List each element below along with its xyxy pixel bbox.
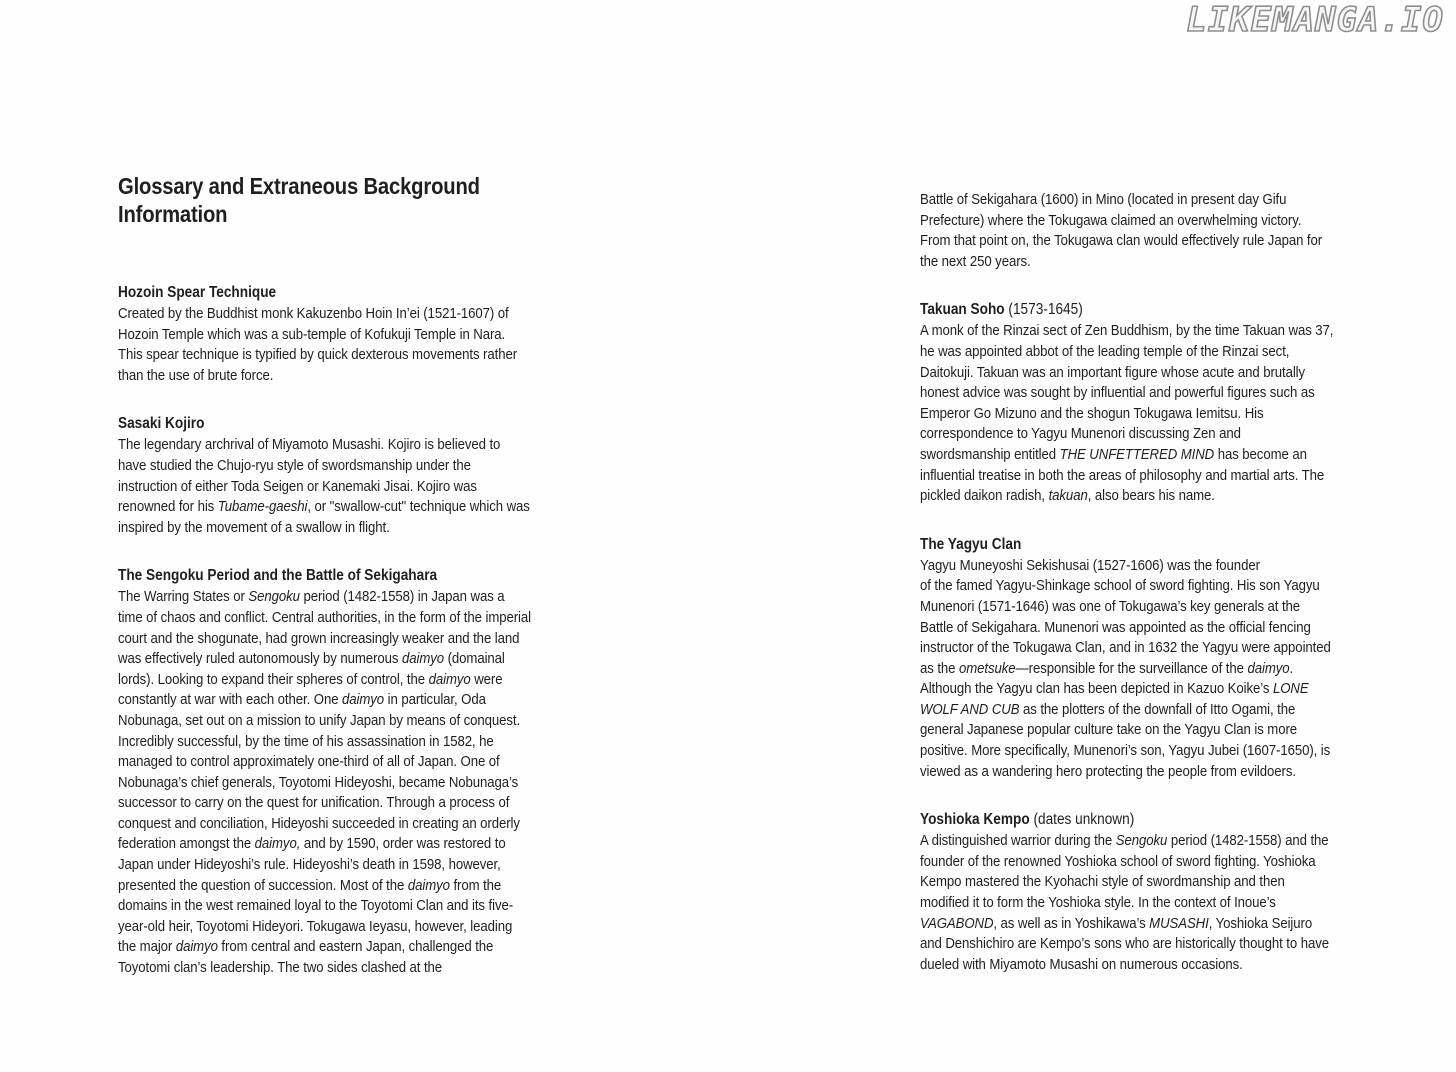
section-body: A monk of the Rinzai sect of Zen Buddhism, by the time Takuan was 37, he was appointed abbot of the leading temple of the Rinzai sect, Daitokuji. Takuan was an important figure whose acute and brutally honest advice was sought by influential and powerful figures such as Emperor Go Mizuno and the shogun Tokugawa Iemitsu. His correspondence to Yagyu Munenori discussing Zen and swordsmanship entitled THE UNFETTERED MIND has become an influential treatise in both the areas of philosophy and martial arts. The pickled daikon radish, takuan, also bears his name. [920,322,1334,505]
section-body: Battle of Sekigahara (1600) in Mino (located in present day Gifu Prefecture) where the Tokugawa claimed an overwhelming victory. From that point on, the Tokugawa clan would effectively rule Japan for the next 250 years. [920,191,1323,270]
section-hozoin-spear-technique [118,282,532,386]
section-sengoku-period [118,565,532,978]
section-heading: Yoshioka Kempo (dates unknown) [920,811,1135,829]
left-column [118,172,532,1006]
section-takuan-soho [920,299,1334,506]
section-body: The Warring States or Sengoku period (1482-1558) in Japan was a time of chaos and conflict. Central authorities, in the form of the imperial court and the shogunate, had grown increasingly weaker and the land was effectively ruled autonomously by numerous daimyo (domainal lords). Looking to expand their spheres of control, the daimyo were constantly at war with each other. One daimyo in particular, Oda Nobunaga, set out on a mission to unify Japan by means of conquest. Incredibly successful, by the time of his assassination in 1582, he managed to control approximately one-third of all of Japan. One of Nobunaga’s chief generals, Toyotomi Hideyoshi, became Nobunaga’s successor to carry on the quest for unification. Through a process of conquest and conciliation, Hideyoshi succeeded in creating an orderly federation amongst the daimyo, and by 1590, order was restored to Japan under Hideyoshi’s rule. Hideyoshi’s death in 1598, however, presented the question of succession. Most of the daimyo from the domains in the west remained loyal to the Toyotomi Clan and its five-year-old heir, Toyotomi Hideyori. Tokugawa Ieyasu, however, leading the major daimyo from central and eastern Japan, challenged the Toyotomi clan’s leadership. The two sides clashed at the [118,588,531,977]
section-heading: Hozoin Spear Technique [118,284,277,301]
section-body: Created by the Buddhist monk Kakuzenbo Hoin In’ei (1521-1607) of Hozoin Temple which was a sub-temple of Kofukuji Temple in Nara. This spear technique is typified by quick dexterous movements rather than the use of brute force. [118,305,518,384]
section-yoshioka-kempo [920,809,1334,975]
section-heading: The Yagyu Clan [920,535,1022,553]
section-sasaki-kojiro [118,413,532,538]
page-title: Glossary and Extraneous Background Information [118,173,480,227]
section-body: The legendary archrival of Miyamoto Musashi. Kojiro is believed to have studied the Chujo-ryu style of swordsmanship under the instruction of either Toda Seigen or Kanemaki Jisai. Kojiro was renowned for his Tubame-gaeshi, or "swallow-cut" technique which was inspired by the movement of a swallow in flight. [118,436,530,536]
section-yagyu-clan [920,534,1334,783]
section-heading: Takuan Soho (1573-1645) [920,301,1083,319]
right-column [920,190,1334,1002]
likemanga-watermark-logo: LIKEMANGA.IO [1186,0,1444,40]
section-heading: Sasaki Kojiro [118,415,205,433]
section-body: Yagyu Muneyoshi Sekishusai (1527-1606) was the founder of the famed Yagyu-Shinkage school of sword fighting. His son Yagyu Munenori (1571-1646) was one of Tokugawa’s key generals at the Battle of Sekigahara. Munenori was appointed as the official fencing instructor of the Tokugawa Clan, and in 1632 the Yagyu were appointed as the ometsuke—responsible for the surveillance of the daimyo. Although the Yagyu clan has been depicted in Kazuo Koike’s LONE WOLF AND CUB as the plotters of the downfall of Itto Ogami, the general Japanese popular culture take on the Yagyu Clan is more positive. More specifically, Munenori’s son, Yagyu Jubei (1607-1650), is viewed as a wandering hero protecting the people from evildoers. [920,556,1331,780]
section-sekigahara-continuation [920,190,1334,272]
section-body: A distinguished warrior during the Sengoku period (1482-1558) and the founder of the renowned Yoshioka school of sword fighting. Yoshioka Kempo mastered the Kyohachi style of swordmanship and then modified it to form the Yoshioka style. In the context of Inoue’s VAGABOND, as well as in Yoshikawa’s MUSASHI, Yoshioka Seijuro and Denshichiro are Kempo’s sons who are historically thought to have dueled with Miyamoto Musashi on numerous occasions. [920,832,1329,973]
section-heading: The Sengoku Period and the Battle of Sekigahara [118,567,438,585]
